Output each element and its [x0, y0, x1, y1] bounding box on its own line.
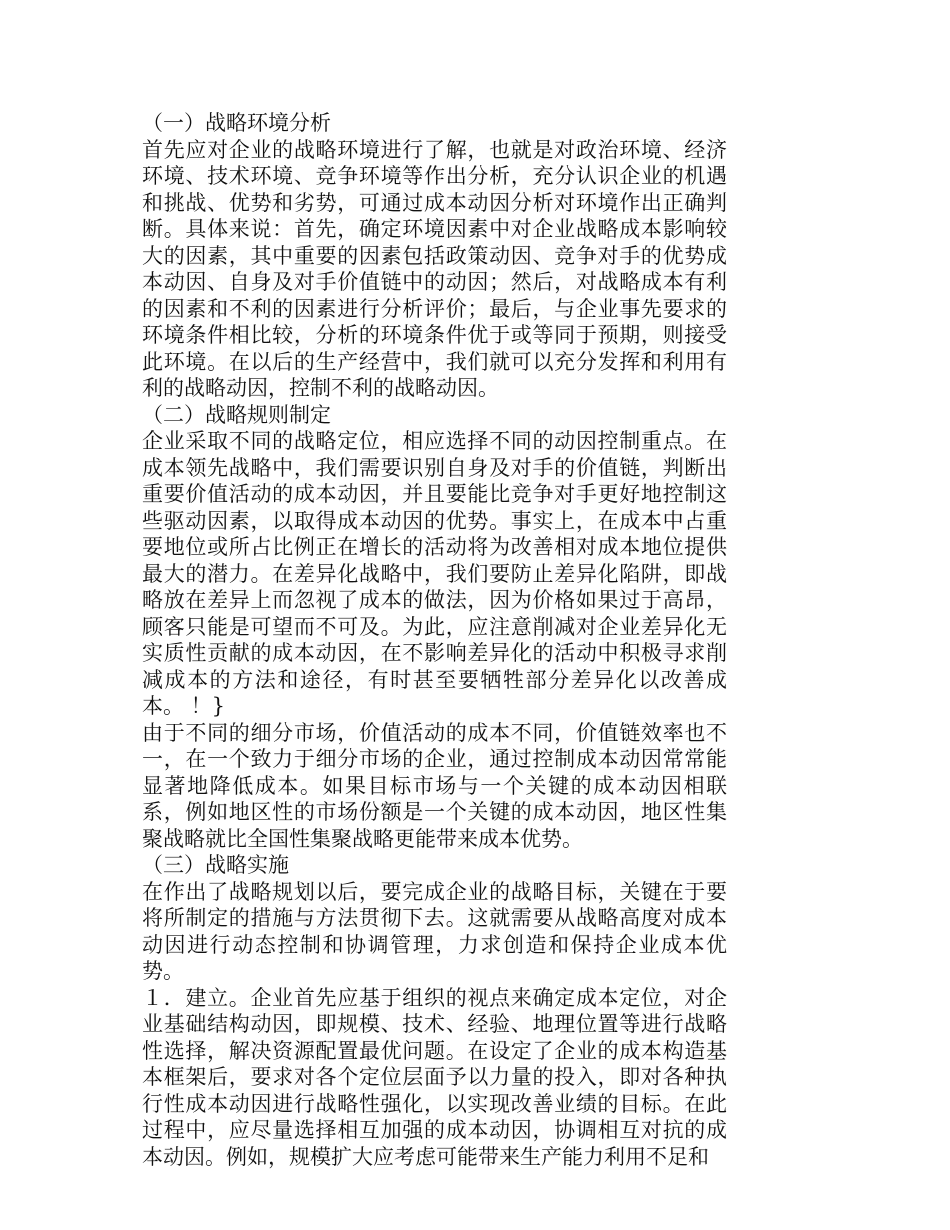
paragraph: １．建立。企业首先应基于组织的视点来确定成本定位，对企业基础结构动因，即规模、技术、经验、地理位置等进行战略性选择，解决资源配置最优问题。在设定了企业的成本构造基本框架后，要求对各个定位层面予以力量的投入，即对各种执行性成本动因进行战略性强化，以实现改善业绩的目标。在此过程中，应尽量选择相互加强的成本动因，协调相互对抗的成本动因。例如，规模扩大应考虑可能带来生产能力利用不足和 [142, 985, 727, 1169]
document-page [142, 110, 727, 1170]
paragraph: 由于不同的细分市场，价值活动的成本不同，价值链效率也不一，在一个致力于细分市场的企业，通过控制成本动因常常能显著地降低成本。如果目标市场与一个关键的成本动因相联系，例如地区性的市场份额是一个关键的成本动因，地区性集聚战略就比全国性集聚战略更能带来成本优势。 [142, 720, 727, 851]
section-heading: （三）战略实施 [142, 853, 289, 877]
section-environment-analysis [142, 110, 727, 402]
paragraph: 企业采取不同的战略定位，相应选择不同的动因控制重点。在成本领先战略中，我们需要识别自身及对手的价值链，判断出重要价值活动的成本动因，并且要能比竞争对手更好地控制这些驱动因素，以取得成本动因的优势。事实上，在成本中占重要地位或所占比例正在增长的活动将为改善相对成本地位提供最大的潜力。在差异化战略中，我们要防止差异化陷阱，即战略放在差异上而忽视了成本的做法，因为价格如果过于高昂，顾客只能是可望而不可及。为此，应注意削减对企业差异化无实质性贡献的成本动因，在不影响差异化的活动中积极寻求削减成本的方法和途径，有时甚至要牺牲部分差异化以改善成本。 ！} [142, 429, 727, 718]
paragraph: 首先应对企业的战略环境进行了解，也就是对政治环境、经济环境、技术环境、竞争环境等作出分析，充分认识企业的机遇和挑战、优势和劣势，可通过成本动因分析对环境作出正确判断。具体来说：首先，确定环境因素中对企业战略成本影响较大的因素，其中重要的因素包括政策动因、竞争对手的优势成本动因、自身及对手价值链中的动因；然后，对战略成本有利的因素和不利的因素进行分析评价；最后，与企业事先要求的环境条件相比较，分析的环境条件优于或等同于预期，则接受此环境。在以后的生产经营中，我们就可以充分发挥和利用有利的战略动因，控制不利的战略动因。 [142, 137, 727, 400]
section-strategy-formulation [142, 402, 727, 853]
section-heading: （一）战略环境分析 [142, 111, 331, 135]
section-heading: （二）战略规则制定 [142, 402, 331, 427]
section-strategy-implementation [142, 852, 727, 1170]
paragraph: 在作出了战略规划以后，要完成企业的战略目标，关键在于要将所制定的措施与方法贯彻下去。这就需要从战略高度对成本动因进行动态控制和协调管理，力求创造和保持企业成本优势。 [142, 879, 727, 983]
